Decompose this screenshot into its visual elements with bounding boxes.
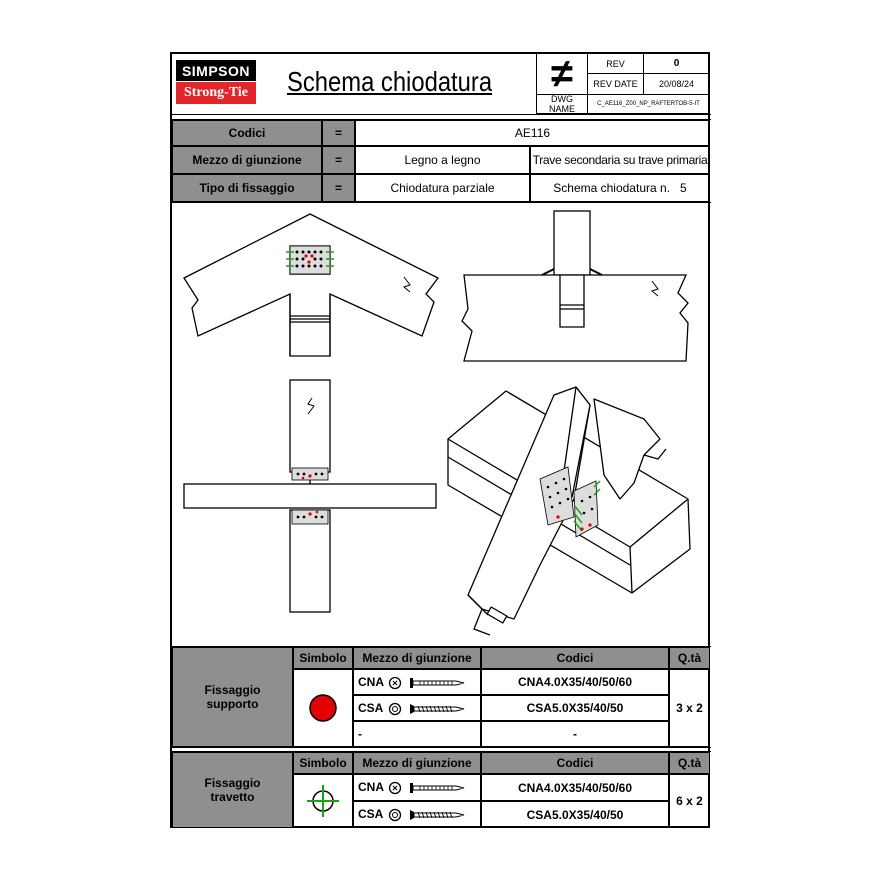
table2-header-means: Mezzo di giunzione: [353, 752, 481, 774]
logo-strongtie-text: Strong-Tie: [176, 82, 256, 104]
rev-label: REV: [587, 53, 644, 74]
dwg-name-label: DWG NAME: [536, 94, 588, 114]
view-side-elevation: [172, 204, 442, 364]
table1-header-codes: Codici: [481, 647, 669, 669]
drawing-sheet: [170, 52, 710, 828]
table2-row-cna: [353, 774, 481, 801]
nail-icon: [410, 677, 466, 689]
table2-code-cna: CNA4.0X35/40/50/60: [481, 774, 669, 801]
info-value-tipo: Chiodatura parziale: [355, 174, 530, 202]
table1-means-csa: CSA: [358, 701, 384, 715]
view-front-elevation: [452, 209, 702, 369]
table1-code-cna: CNA4.0X35/40/50/60: [481, 669, 669, 695]
table2-header-qty: Q.tà: [669, 752, 710, 774]
table2-symbol-cell: [293, 774, 353, 828]
table2-header-codes: Codici: [481, 752, 669, 774]
info-value-mezzo: Legno a legno: [355, 146, 530, 174]
table2-header-symbol: Simbolo: [293, 752, 353, 774]
table1-row-cna: [353, 669, 481, 695]
view-isometric: [444, 379, 710, 645]
logo-simpson-text: SIMPSON: [176, 60, 256, 81]
nail-head-icon: [388, 676, 402, 690]
page-title: Schema chiodatura: [287, 66, 493, 97]
rev-date-value: 20/08/24: [643, 73, 710, 95]
info-value-codici: AE116: [355, 120, 710, 146]
info-eq-tipo: =: [322, 174, 355, 202]
nail-icon: [410, 782, 466, 794]
view-plan: [172, 372, 442, 642]
not-equal-icon: ≠: [551, 52, 573, 96]
table1-row-empty: [353, 721, 481, 747]
schema-number: 5: [680, 181, 687, 195]
table2-row-csa: [353, 801, 481, 828]
screw-head-icon: [388, 702, 402, 716]
screw-icon: [410, 809, 466, 821]
info-eq-mezzo: =: [322, 146, 355, 174]
screw-head-icon: [388, 808, 402, 822]
table1-header-symbol: Simbolo: [293, 647, 353, 669]
table2-means-cna: CNA: [358, 780, 384, 794]
red-dot-icon: [308, 693, 338, 723]
info-value-mezzo-2: Trave secondaria su trave primaria: [530, 146, 710, 174]
table1-code-csa: CSA5.0X35/40/50: [481, 695, 669, 721]
screw-icon: [410, 703, 466, 715]
not-equal-box: [536, 53, 588, 95]
nail-head-icon: [388, 781, 402, 795]
schema-label: Schema chiodatura n.: [553, 181, 671, 195]
table2-code-csa: CSA5.0X35/40/50: [481, 801, 669, 828]
table2-means-csa: CSA: [358, 807, 384, 821]
info-label-mezzo: Mezzo di giunzione: [172, 146, 322, 174]
table1-row-csa: [353, 695, 481, 721]
simpson-logo: [176, 60, 256, 104]
green-crosshair-icon: [306, 784, 340, 818]
table1-means-cna: CNA: [358, 675, 384, 689]
table1-header-means: Mezzo di giunzione: [353, 647, 481, 669]
connector-plate-side: [286, 246, 334, 274]
info-label-codici: Codici: [172, 120, 322, 146]
rev-date-label: REV DATE: [587, 73, 644, 95]
table1-qty: 3 x 2: [669, 669, 710, 747]
info-label-tipo: Tipo di fissaggio: [172, 174, 322, 202]
info-eq-codici: =: [322, 120, 355, 146]
table1-symbol-cell: [293, 669, 353, 747]
table1-header-qty: Q.tà: [669, 647, 710, 669]
table1-means-empty: -: [358, 727, 362, 741]
table2-qty: 6 x 2: [669, 774, 710, 828]
dwg-name-value: C_AE116_Z00_NP_RAFTERTOB-5-IT: [587, 94, 710, 114]
info-value-tipo-2: [530, 174, 710, 202]
table1-code-empty: -: [481, 721, 669, 747]
rev-value: 0: [643, 53, 710, 74]
table2-group-label: Fissaggio travetto: [172, 752, 293, 828]
table1-group-label: Fissaggio supporto: [172, 647, 293, 747]
